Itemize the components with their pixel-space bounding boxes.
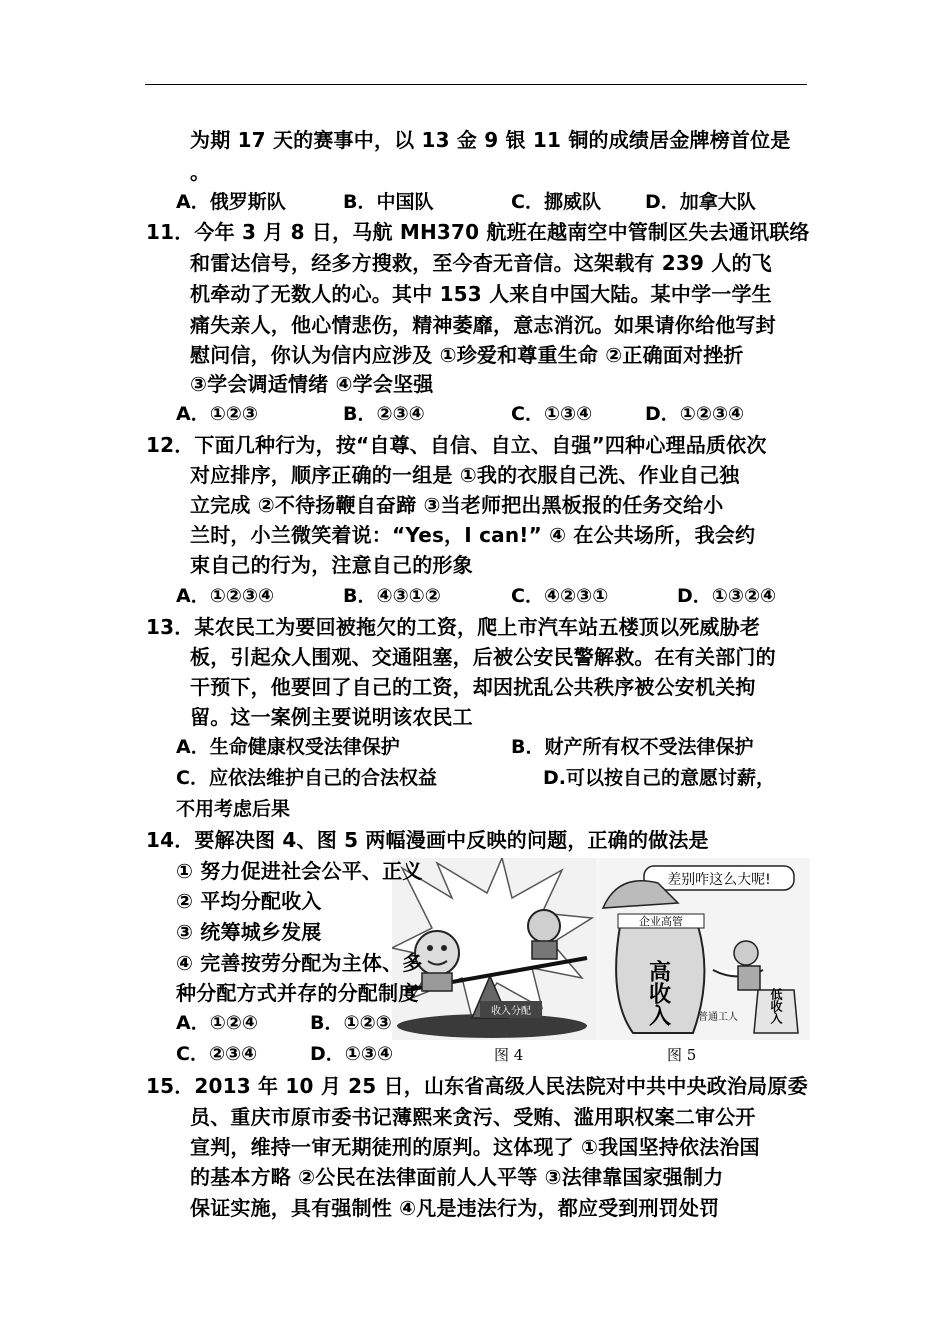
q15-line-3: 宣判，维持一审无期徒刑的原判。这体现了 ①我国坚持依法治国 bbox=[190, 1135, 760, 1159]
q12-line-1: 12．下面几种行为，按“自尊、自信、自立、自强”四种心理品质依次 bbox=[146, 433, 767, 457]
figure-5-worker-bag: 低收入 bbox=[769, 988, 783, 1024]
q10-option-a: A．俄罗斯队 bbox=[176, 191, 286, 213]
q14-stem: 14．要解决图 4、图 5 两幅漫画中反映的问题，正确的做法是 bbox=[146, 828, 709, 852]
q11-option-a: A．①②③ bbox=[176, 403, 258, 425]
q12-line-5: 束自己的行为，注意自己的形象 bbox=[190, 553, 473, 577]
q14-item-4: ④ 完善按劳分配为主体、多 bbox=[176, 951, 423, 975]
q11-option-b: B．②③④ bbox=[343, 403, 425, 425]
figure-5-speech-bubble: 差别咋这么大呢! bbox=[667, 872, 771, 888]
q15-line-2: 员、重庆市原市委书记薄熙来贪污、受贿、滥用职权案二审公开 bbox=[190, 1105, 756, 1129]
q14-option-b: B．①②③ bbox=[310, 1012, 392, 1034]
q12-line-3: 立完成 ②不待扬鞭自奋蹄 ③当老师把出黑板报的任务交给小 bbox=[190, 493, 724, 517]
q15-line-5: 保证实施，具有强制性 ④凡是违法行为，都应受到刑罚处罚 bbox=[190, 1196, 720, 1220]
q15-line-4: 的基本方略 ②公民在法律面前人人平等 ③法律靠国家强制力 bbox=[190, 1165, 724, 1189]
q12-option-d: D．①③②④ bbox=[677, 585, 777, 607]
figure-4-cartoon bbox=[392, 858, 597, 1040]
q13-line-3: 干预下，他要回了自己的工资，却因扰乱公共秩序被公安机关拘 bbox=[190, 675, 756, 699]
q14-option-a: A．①②④ bbox=[176, 1012, 258, 1034]
q13-line-1: 13．某农民工为要回被拖欠的工资，爬上市汽车站五楼顶以死威胁老 bbox=[146, 615, 761, 639]
q13-option-d: D.可以按自己的意愿讨薪， bbox=[543, 767, 775, 789]
q13-option-c: C．应依法维护自己的合法权益 bbox=[176, 767, 437, 789]
q14-item-1: ① 努力促进社会公平、正义 bbox=[176, 859, 423, 883]
figure-5-caption: 图 5 bbox=[667, 1046, 697, 1064]
q11-line-3: 机牵动了无数人的心。其中 153 人来自中国大陆。某中学一学生 bbox=[190, 282, 772, 306]
q11-option-c: C．①③④ bbox=[511, 403, 593, 425]
q10-line-2: 。 bbox=[190, 160, 211, 184]
q13-line-2: 板，引起众人围观、交通阻塞，后被公安民警解救。在有关部门的 bbox=[190, 645, 776, 669]
q11-line-5: 慰问信，你认为信内应涉及 ①珍爱和尊重生命 ②正确面对挫折 bbox=[190, 343, 744, 367]
q14-item-4-cont: 种分配方式并存的分配制度 bbox=[176, 981, 419, 1005]
q12-line-2: 对应排序，顺序正确的一组是 ①我的衣服自己洗、作业自己独 bbox=[190, 463, 740, 487]
figure-5-worker-label: 普通工人 bbox=[698, 1012, 738, 1023]
header-rule bbox=[145, 84, 807, 85]
q11-line-6: ③学会调适情绪 ④学会坚强 bbox=[190, 372, 434, 396]
q14-option-c: C．②③④ bbox=[176, 1043, 258, 1065]
q10-option-b: B．中国队 bbox=[343, 191, 434, 213]
figure-5-exec-bag: 高收入 bbox=[645, 960, 671, 1026]
q11-line-1: 11．今年 3 月 8 日，马航 MH370 航班在越南空中管制区失去通讯联络 bbox=[146, 220, 810, 244]
q10-option-c: C．挪威队 bbox=[511, 191, 601, 213]
q12-option-a: A．①②③④ bbox=[176, 585, 275, 607]
q13-option-b: B．财产所有权不受法律保护 bbox=[511, 736, 754, 758]
q14-item-2: ② 平均分配收入 bbox=[176, 889, 322, 913]
q10-line-1: 为期 17 天的赛事中，以 13 金 9 银 11 铜的成绩居金牌榜首位是 bbox=[190, 128, 791, 152]
q13-line-4: 留。这一案例主要说明该农民工 bbox=[190, 705, 473, 729]
q15-line-1: 15．2013 年 10 月 25 日，山东省高级人民法院对中共中央政治局原委 bbox=[146, 1074, 808, 1098]
figure-4-label: 收入分配 bbox=[491, 1006, 531, 1017]
figure-5-exec-label: 企业高管 bbox=[639, 915, 683, 928]
q14-option-d: D．①③④ bbox=[310, 1043, 394, 1065]
q13-option-d-cont: 不用考虑后果 bbox=[176, 798, 291, 820]
q10-option-d: D．加拿大队 bbox=[645, 191, 756, 213]
q12-option-b: B．④③①② bbox=[343, 585, 441, 607]
q12-line-4: 兰时，小兰微笑着说：“Yes，I can!” ④ 在公共场所，我会约 bbox=[190, 523, 756, 547]
q13-option-a: A．生命健康权受法律保护 bbox=[176, 736, 400, 758]
q12-option-c: C．④②③① bbox=[511, 585, 609, 607]
figure-4-caption: 图 4 bbox=[494, 1046, 524, 1064]
q11-line-4: 痛失亲人，他心情悲伤，精神萎靡，意志消沉。如果请你给他写封 bbox=[190, 313, 776, 337]
figure-5-cartoon bbox=[598, 858, 810, 1040]
q11-line-2: 和雷达信号，经多方搜救，至今杳无音信。这架载有 239 人的飞 bbox=[190, 251, 772, 275]
q11-option-d: D．①②③④ bbox=[645, 403, 745, 425]
q14-item-3: ③ 统筹城乡发展 bbox=[176, 920, 322, 944]
